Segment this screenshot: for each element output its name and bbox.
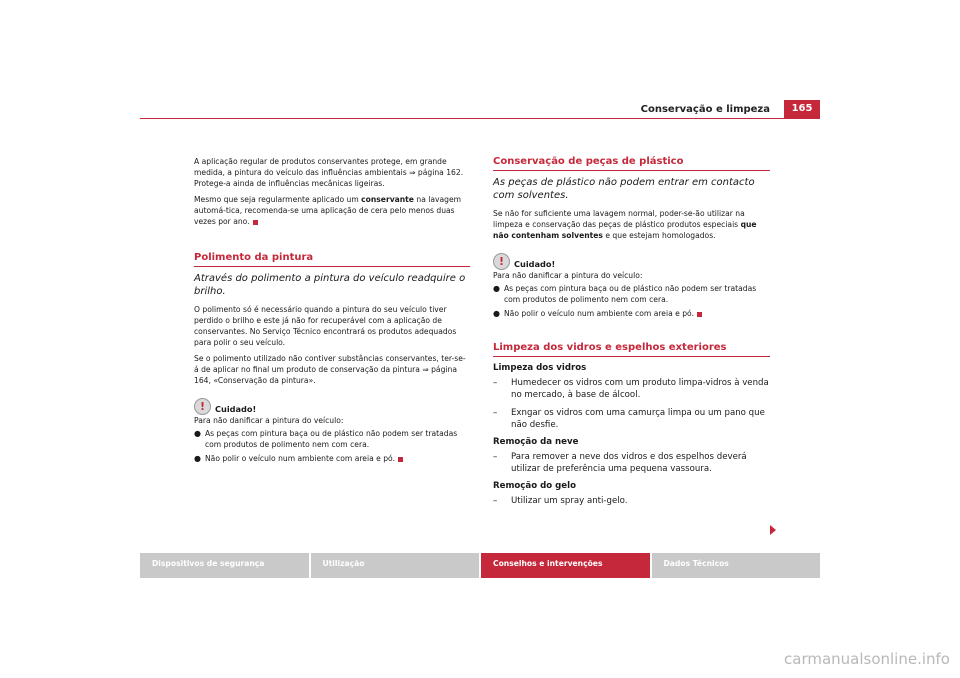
section-title: Limpeza dos vidros e espelhos exteriores	[493, 342, 770, 357]
section-subtitle: As peças de plástico não podem entrar em contacto com solventes.	[493, 177, 755, 201]
bullet-icon: ●	[194, 454, 201, 463]
caution-item	[493, 283, 770, 305]
caution-intro: Para não danificar a pintura do veículo:	[194, 416, 344, 425]
dash-marker: –	[493, 408, 498, 418]
warning-icon: !	[194, 398, 211, 415]
paragraph: A aplicação regular de produtos conservantes protege, em grande medida, a pintura do veículo das influências ambientais ⇒ página 162. Protege-a ainda de influências mecânicas ligeiras.	[194, 157, 464, 188]
bold-term: conservante	[361, 195, 414, 204]
caution-item	[493, 308, 770, 319]
caution-title: Cuidado!	[215, 404, 257, 414]
end-of-section-mark	[253, 220, 258, 225]
dash-marker: –	[493, 452, 498, 462]
next-page-arrow-icon	[770, 525, 776, 535]
caution-header	[194, 398, 470, 415]
list-item	[493, 377, 770, 401]
list-item-text: Para remover a neve dos vidros e dos espelhos deverá utilizar de preferência uma pequena vassoura.	[511, 452, 747, 474]
caution-item-text: As peças com pintura baça ou de plástico não podem ser tratadas com produtos de polimento nem com cera.	[503, 284, 757, 304]
bullet-icon: ●	[493, 284, 500, 293]
list-item	[493, 495, 770, 507]
dash-marker: –	[493, 378, 498, 388]
caution-item	[194, 428, 470, 450]
text-span: Mesmo que seja regularmente aplicado um	[194, 195, 362, 204]
footer-tab-dispositivos[interactable]: Dispositivos de segurança	[140, 553, 309, 578]
left-column	[194, 156, 470, 467]
footer-tab-utilizacao[interactable]: Utilização	[311, 553, 480, 578]
caution-box	[493, 253, 770, 319]
caution-item-text: Não polir o veículo num ambiente com areia e pó.	[204, 454, 395, 463]
caution-item-text: Não polir o veículo num ambiente com areia e pó.	[503, 309, 694, 318]
bullet-icon: ●	[493, 309, 500, 318]
section-subtitle: Através do polimento a pintura do veículo readquire o brilho.	[194, 273, 466, 297]
right-column	[493, 156, 770, 513]
paragraph	[493, 208, 770, 241]
caution-header	[493, 253, 770, 270]
dash-marker: –	[493, 496, 498, 506]
end-of-section-mark	[398, 457, 403, 462]
bold-term: que não contenham solventes	[493, 220, 757, 240]
page-number: 165	[784, 100, 820, 118]
list-item-text: Utilizar um spray anti-gelo.	[511, 496, 628, 506]
text-span: na lavagem automá-tica, recomenda-se uma aplicação de cera pelo menos duas vezes por ano.	[194, 195, 462, 226]
list-item-text: Exngar os vidros com uma camurça limpa ou um pano que não desfie.	[511, 408, 765, 430]
list-item	[493, 407, 770, 431]
end-of-section-mark	[697, 312, 702, 317]
paragraph: O polimento só é necessário quando a pintura do seu veículo tiver perdido o brilho e este já não for recuperável com a aplicação de conservantes. No Serviço Técnico encontrará os produtos adequados para polir o seu veículo.	[194, 305, 457, 347]
caution-title: Cuidado!	[514, 259, 556, 269]
footer-tab-conselhos[interactable]: Conselhos e intervenções	[481, 553, 650, 578]
running-header-title: Conservação e limpeza	[640, 104, 770, 115]
section-title: Polimento da pintura	[194, 252, 470, 267]
section-title: Conservação de peças de plástico	[493, 156, 770, 171]
footer-tab-dados[interactable]: Dados Técnicos	[652, 553, 821, 578]
watermark: carmanualsonline.info	[784, 650, 950, 668]
list-item-text: Humedecer os vidros com um produto limpa-vidros à venda no mercado, à base de álcool.	[511, 378, 769, 400]
header-divider	[140, 118, 820, 119]
warning-icon: !	[493, 253, 510, 270]
paragraph: Se o polimento utilizado não contiver substâncias conservantes, ter-se-á de aplicar no final um produto de conservação da pintura ⇒ página 164, «Conservação da pintura».	[194, 354, 466, 385]
subheading: Remoção da neve	[493, 437, 579, 447]
text-span: Se não for suficiente uma lavagem normal, poder-se-ão utilizar na limpeza e conservação das peças de plástico produtos especiais	[493, 209, 745, 229]
caution-box	[194, 398, 470, 464]
list-item	[493, 451, 770, 475]
subheading: Limpeza dos vidros	[493, 363, 587, 373]
paragraph	[194, 194, 470, 227]
caution-intro: Para não danificar a pintura do veículo:	[493, 271, 643, 280]
caution-item-text: As peças com pintura baça ou de plástico não podem ser tratadas com produtos de polimento nem com cera.	[204, 429, 458, 449]
bullet-icon: ●	[194, 429, 201, 438]
footer-nav	[140, 553, 820, 578]
subheading: Remoção do gelo	[493, 481, 576, 491]
text-span: e que estejam homologados.	[602, 231, 716, 240]
caution-item	[194, 453, 470, 464]
